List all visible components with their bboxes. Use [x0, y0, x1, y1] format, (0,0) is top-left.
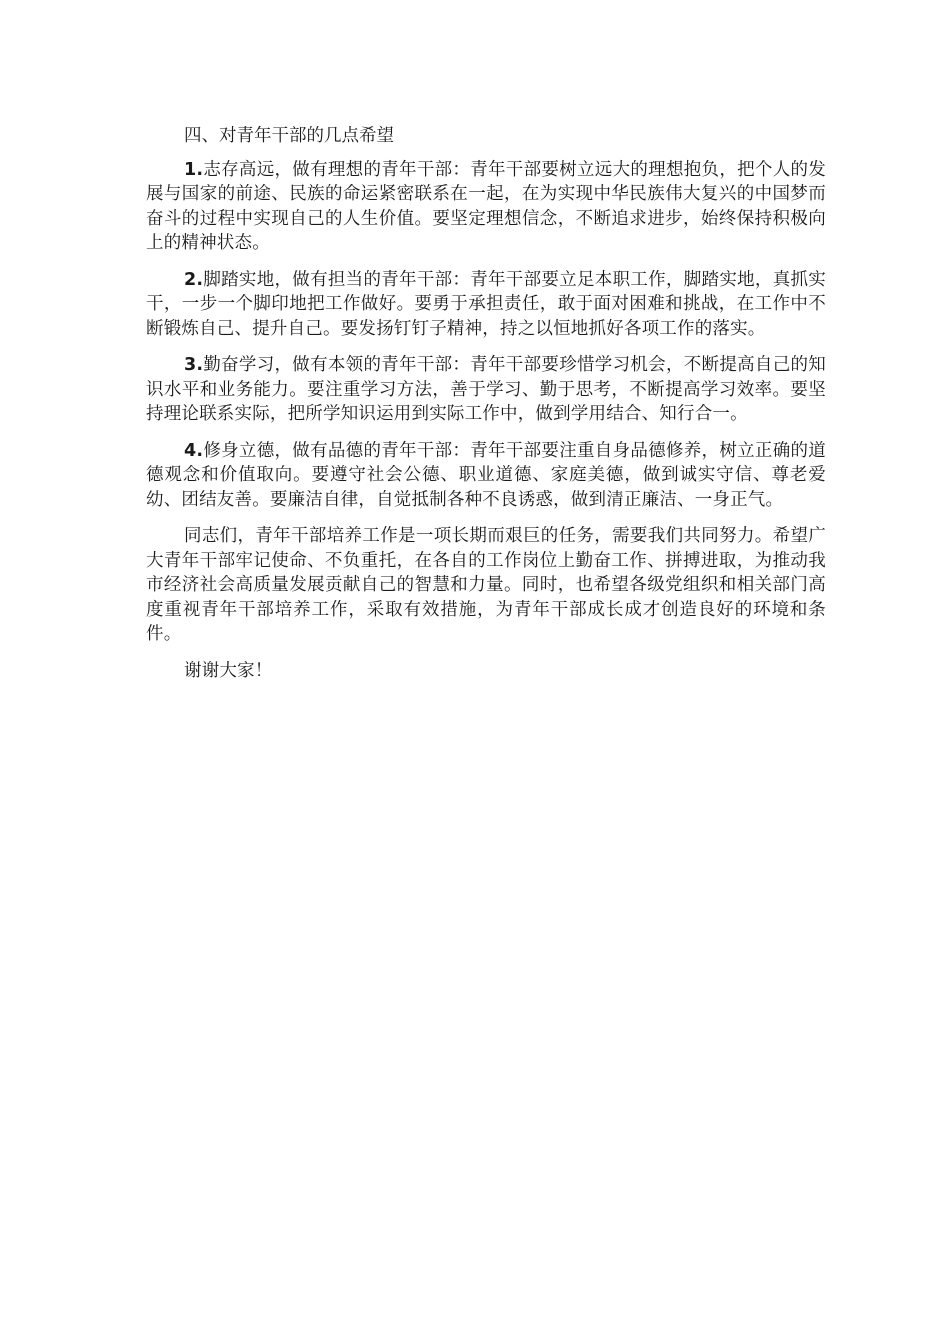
item-number: 1. — [184, 159, 204, 180]
item-number: 4. — [184, 440, 204, 461]
item-number: 2. — [184, 269, 204, 290]
item-text: 勤奋学习，做有本领的青年干部：青年干部要珍惜学习机会，不断提高自己的知识水平和业务能力。要注重学习方法，善于学习、勤于思考，不断提高学习效率。要坚持理论联系实际，把所学知识运用到实际工作中，做到学用结合、知行合一。 — [146, 355, 826, 424]
list-item — [146, 158, 826, 256]
list-item — [146, 353, 826, 427]
thanks-line: 谢谢大家！ — [184, 660, 273, 681]
item-text: 脚踏实地，做有担当的青年干部：青年干部要立足本职工作，脚踏实地，真抓实干，一步一个脚印地把工作做好。要勇于承担责任，敢于面对困难和挑战，在工作中不断锻炼自己、提升自己。要发扬钉钉子精神，持之以恒地抓好各项工作的落实。 — [146, 269, 826, 339]
closing-paragraph: 同志们，青年干部培养工作是一项长期而艰巨的任务，需要我们共同努力。希望广大青年干部牢记使命、不负重托，在各自的工作岗位上勤奋工作、拼搏进取，为推动我市经济社会高质量发展贡献自己的智慧和力量。同时，也希望各级党组织和相关部门高度重视青年干部培养工作，采取有效措施，为青年干部成长成才创造良好的环境和条件。 — [146, 526, 826, 644]
item-text: 修身立德，做有品德的青年干部：青年干部要注重自身品德修养，树立正确的道德观念和价值取向。要遵守社会公德、职业道德、家庭美德，做到诚实守信、尊老爱幼、团结友善。要廉洁自律，自觉抵制各种不良诱惑，做到清正廉洁、一身正气。 — [146, 440, 826, 510]
list-item — [146, 439, 826, 513]
list-item — [146, 268, 826, 342]
item-text: 志存高远，做有理想的青年干部：青年干部要树立远大的理想抱负，把个人的发展与国家的前途、民族的命运紧密联系在一起，在为实现中华民族伟大复兴的中国梦而奋斗的过程中实现自己的人生价值。要坚定理想信念，不断追求进步，始终保持积极向上的精神状态。 — [146, 159, 826, 253]
document-body — [146, 124, 826, 695]
section-heading: 四、对青年干部的几点希望 — [184, 126, 394, 146]
item-number: 3. — [184, 355, 204, 375]
